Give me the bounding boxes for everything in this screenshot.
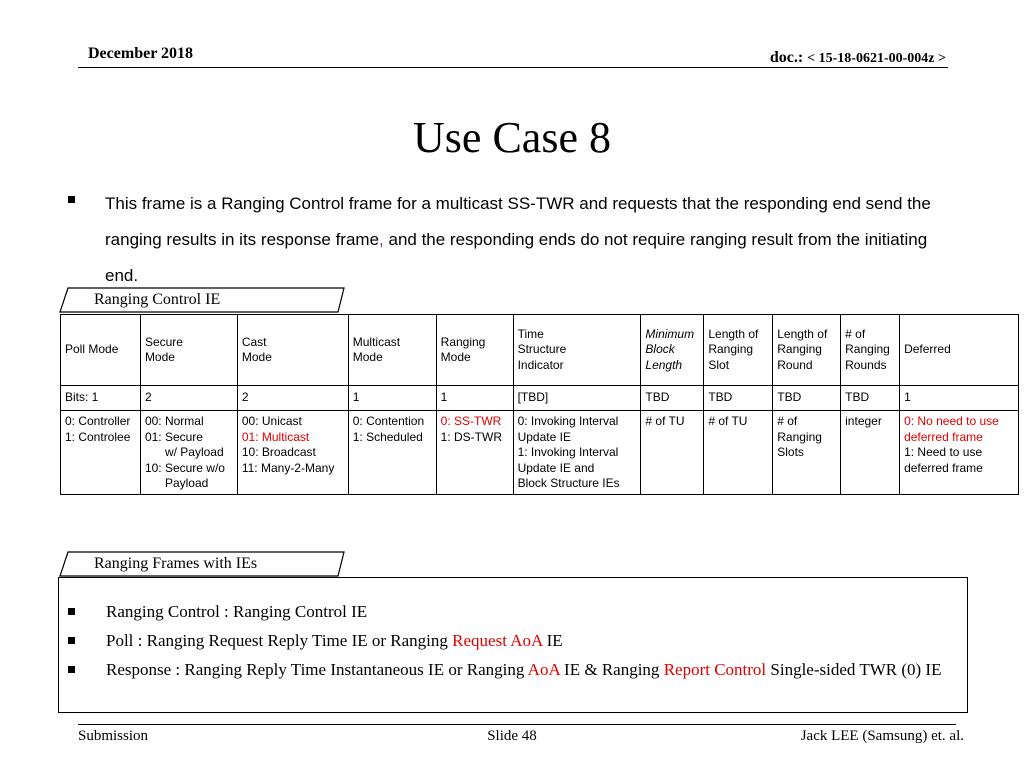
ranging-control-ie-table — [60, 314, 1019, 495]
value-cell-min-block-length: # of TU — [641, 411, 704, 495]
ranging-frames-list — [68, 600, 963, 687]
col-length-ranging-round: Length of Ranging Round — [773, 315, 841, 386]
col-ranging-mode: Ranging Mode — [436, 315, 513, 386]
value-cell-secure-mode: 00: Normal 01: Secure w/ Payload 10: Secure w/o Payload — [140, 411, 237, 495]
value-cell-time-structure: 0: Invoking Interval Update IE 1: Invoking Interval Update IE and Block Structure IEs — [513, 411, 641, 495]
ranging-control-ie-label: Ranging Control IE — [58, 287, 348, 313]
bits-cell: 1 — [348, 386, 436, 411]
bullet-square-icon — [68, 608, 75, 615]
selected-value-ss-twr: 0: SS-TWR — [440, 414, 502, 428]
doc-number: < 15-18-0621-00-004z > — [807, 51, 946, 66]
footer-slide-number: Slide 48 — [487, 728, 537, 744]
col-poll-mode: Poll Mode — [61, 315, 141, 386]
bullet-square-icon — [68, 666, 75, 673]
selected-value-multicast: 01: Multicast — [241, 429, 310, 444]
doc-label: doc.: — [769, 49, 808, 66]
col-multicast-mode: Multicast Mode — [348, 315, 436, 386]
col-num-ranging-rounds: # of Ranging Rounds — [841, 315, 900, 386]
bits-cell: [TBD] — [513, 386, 641, 411]
footer-author: Jack LEE (Samsung) et. al. — [800, 728, 964, 744]
col-secure-mode: Secure Mode — [140, 315, 237, 386]
list-item: Ranging Control : Ranging Control IE — [68, 600, 963, 624]
value-cell-round-length: # of Ranging Slots — [773, 411, 841, 495]
intro-text: This frame is a Ranging Control frame for a multicast SS-TWR and requests that the responding end send the ranging results in its response frame, and the responding ends do not require ranging result from the initiating end. — [105, 194, 931, 285]
bits-cell: 1 — [436, 386, 513, 411]
intro-bullet — [68, 186, 938, 294]
bits-cell: TBD — [841, 386, 900, 411]
slide-title: Use Case 8 — [413, 113, 611, 162]
value-cell-cast-mode: 00: Unicast 01: Multicast 10: Broadcast 11: Many-2-Many — [237, 411, 348, 495]
values-row — [61, 411, 1019, 495]
bits-cell: Bits: 1 — [61, 386, 141, 411]
value-cell-rounds: integer — [841, 411, 900, 495]
header-doc-id — [770, 49, 946, 67]
value-cell-poll-mode: 0: Controller 1: Controlee — [61, 411, 141, 495]
footer-divider — [78, 724, 956, 725]
footer-submission: Submission — [78, 728, 149, 744]
value-cell-slot-length: # of TU — [704, 411, 773, 495]
header-date: December 2018 — [88, 45, 193, 62]
bullet-square-icon — [68, 196, 75, 203]
value-cell-deferred: 0: No need to use deferred frame 1: Need to use deferred frame — [900, 411, 1019, 495]
col-cast-mode: Cast Mode — [237, 315, 348, 386]
ranging-frames-label: Ranging Frames with IEs — [58, 551, 348, 577]
col-length-ranging-slot: Length of Ranging Slot — [704, 315, 773, 386]
selected-value-no-deferred: 0: No need to use deferred frame — [904, 414, 999, 444]
bits-cell: TBD — [704, 386, 773, 411]
bits-cell: TBD — [773, 386, 841, 411]
list-item: Poll : Ranging Request Reply Time IE or Ranging Request AoA IE — [68, 629, 963, 653]
bits-cell: 2 — [237, 386, 348, 411]
bullet-square-icon — [68, 637, 75, 644]
bits-cell: 2 — [140, 386, 237, 411]
col-time-structure-indicator: Time Structure Indicator — [513, 315, 641, 386]
bits-row — [61, 386, 1019, 411]
col-deferred: Deferred — [900, 315, 1019, 386]
value-cell-ranging-mode: 0: SS-TWR 1: DS-TWR — [436, 411, 513, 495]
value-cell-multicast-mode: 0: Contention 1: Scheduled — [348, 411, 436, 495]
list-item: Response : Ranging Reply Time Instantaneous IE or Ranging AoA IE & Ranging Report Control Single-sided TWR (0) IE — [68, 658, 963, 682]
header-row — [61, 315, 1019, 386]
col-minimum-block-length: Minimum Block Length — [641, 315, 704, 386]
header-divider — [78, 67, 948, 68]
bits-cell: TBD — [641, 386, 704, 411]
bits-cell: 1 — [900, 386, 1019, 411]
